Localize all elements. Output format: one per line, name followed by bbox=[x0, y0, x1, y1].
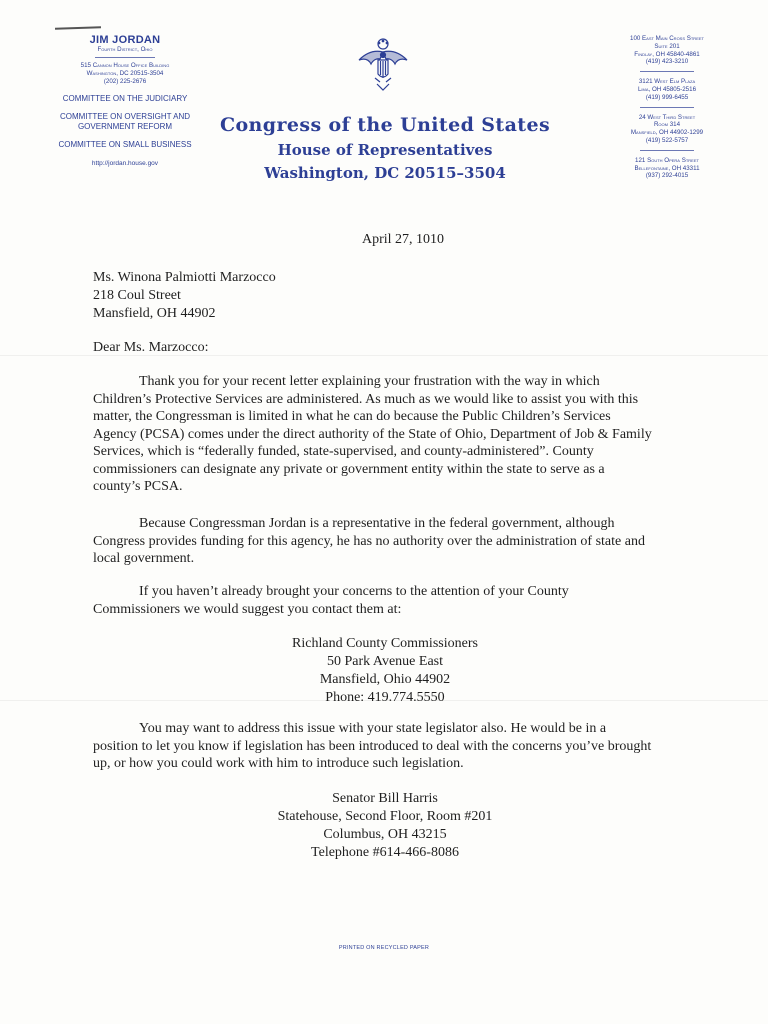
salutation: Dear Ms. Marzocco: bbox=[93, 340, 209, 355]
divider bbox=[640, 107, 694, 108]
paragraph-4: You may want to address this issue with your state legislator also. He would be in a position to let you know if legislation has been introduced to deal with the concerns you’ve brought up, or how you could work with him to introduce such legislation. bbox=[93, 721, 652, 771]
district-office: 100 East Main Cross Street Suite 201 Findlay, OH 45840-4861 (419) 423-3210 bbox=[630, 35, 704, 66]
paragraph-1: Thank you for your recent letter explaining your frustration with the way in which Children’s Protective Services are administered. As much as we would like to assist you with this matter, the Congressman is limited in what he can do because the Public Children’s Services Agency (PCSA) comes under the direct authority of the State of Ohio, Department of Job & Family Services, which is “federally funded, state-supervised, and county-administered”. County commissioners can designate any private or government entity within the state to serve as a county’s PCSA. bbox=[93, 374, 652, 494]
dc-office-line1: 515 Cannon House Office Building bbox=[80, 62, 170, 69]
committee-small-business: COMMITTEE ON SMALL BUSINESS bbox=[58, 140, 192, 149]
divider bbox=[95, 57, 155, 58]
district-office: 24 West Third Street Room 314 Mansfield, OH 44902-1299 (419) 522-5757 bbox=[630, 113, 704, 144]
house-title: House of Representatives bbox=[277, 141, 493, 159]
district: Fourth District, Ohio bbox=[97, 46, 153, 53]
congress-title: Congress of the United States bbox=[219, 114, 551, 136]
paragraph-3: If you haven’t already brought your concerns to the attention of your County Commissioners we would suggest you contact them at: bbox=[93, 584, 569, 617]
member-name: JIM JORDAN bbox=[89, 34, 161, 46]
letterhead-right bbox=[602, 35, 732, 180]
district-office: 121 South Opera Street Bellefontaine, OH 43311 (937) 292-4015 bbox=[634, 156, 700, 180]
dc-office-line2: Washington, DC 20515-3504 bbox=[86, 70, 164, 77]
paragraph-2: Because Congressman Jordan is a representative in the federal government, although Congress provides funding for this agency, he has no authority over the administration of state and local government. bbox=[93, 516, 645, 566]
recipient-address bbox=[93, 269, 276, 323]
divider bbox=[640, 71, 694, 72]
dc-office-phone: (202) 225-2676 bbox=[103, 78, 147, 85]
recycled-paper-note: PRINTED ON RECYCLED PAPER bbox=[338, 945, 430, 951]
committee-judiciary: COMMITTEE ON THE JUDICIARY bbox=[62, 94, 188, 103]
divider bbox=[640, 150, 694, 151]
district-office: 3121 West Elm Plaza Lima, OH 45805-2516 (419) 999-6455 bbox=[637, 78, 697, 101]
recipient-city: Mansfield, OH 44902 bbox=[93, 306, 216, 321]
senator-address: Senator Bill Harris Statehouse, Second Floor, Room #201 Columbus, OH 43215 Telephone #614-466-8086 bbox=[277, 791, 493, 860]
committee-oversight: COMMITTEE ON OVERSIGHT AND GOVERNMENT REFORM bbox=[59, 112, 191, 131]
commissioners-address: Richland County Commissioners 50 Park Avenue East Mansfield, Ohio 44902 Phone: 419.774.5550 bbox=[292, 636, 478, 705]
recipient-street: 218 Coul Street bbox=[93, 288, 181, 303]
recipient-name: Ms. Winona Palmiotti Marzocco bbox=[93, 270, 276, 285]
letterhead-title bbox=[170, 114, 600, 182]
eagle-seal-icon bbox=[353, 34, 413, 94]
washington-address: Washington, DC 20515–3504 bbox=[264, 164, 506, 182]
letter-date: April 27, 1010 bbox=[362, 232, 445, 247]
website-link[interactable]: http://jordan.house.gov bbox=[91, 160, 159, 167]
